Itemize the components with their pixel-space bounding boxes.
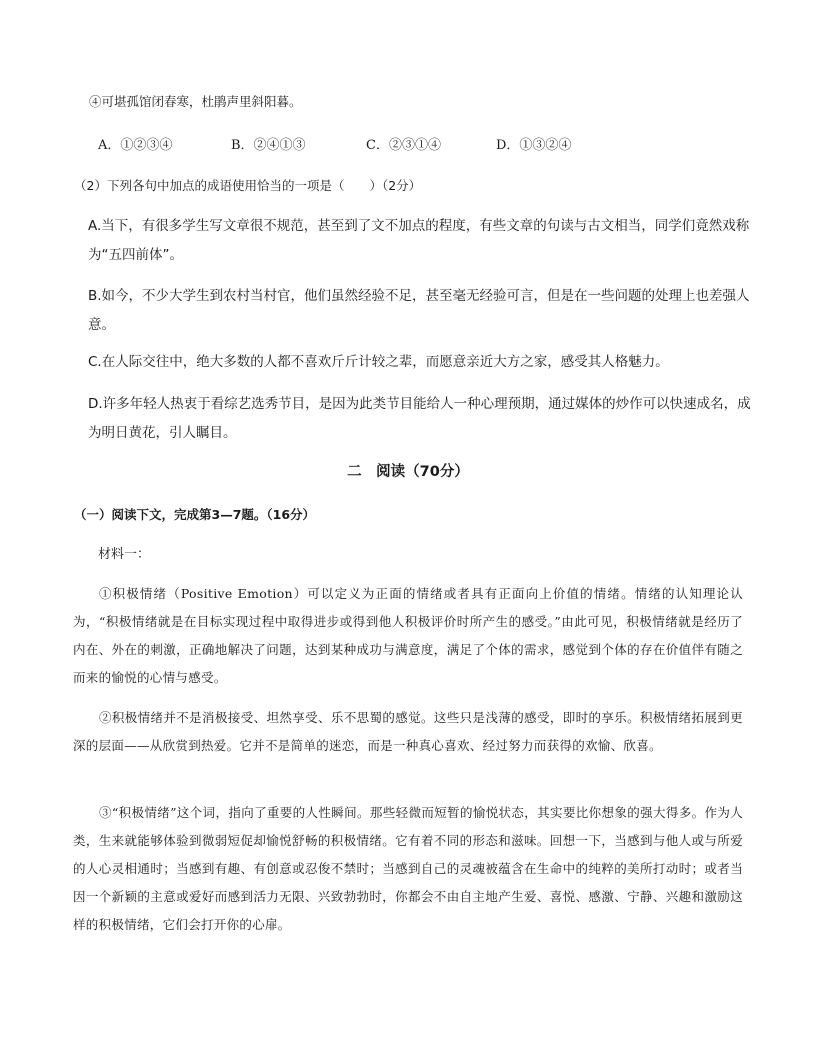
q1-option-c: C．②③①④ [366, 138, 441, 153]
section-2-title: 二 阅读（70分） [347, 464, 469, 480]
q1-option-d: D．①③②④ [496, 138, 572, 153]
material-label: 材料一： [98, 547, 151, 562]
q1-option-a: A．①②③④ [98, 138, 173, 153]
paragraph-2: ②积极情绪并不是消极接受、坦然享受、乐不思蜀的感觉。这些只是浅薄的感受，即时的享乐。积极情绪拓展到更深的层面——从欣赏到热爱。它并不是简单的迷恋，而是一种真心喜欢、经过努力而获得的欢愉、欣喜。 [73, 710, 743, 753]
subsection-heading: （一）阅读下文，完成第3—7题。（16分） [74, 507, 316, 522]
q2-option-d: D.许多年轻人热衷于看综艺选秀节目，是因为此类节目能给人一种心理预期，通过媒体的炒作可以快速成名，成为明日黄花，引人瞩目。 [88, 396, 751, 441]
paragraph-1: ①积极情绪（Positive Emotion）可以定义为正面的情绪或者具有正面向上价值的情绪。情绪的认知理论认为，“积极情绪就是在目标实现过程中取得进步或得到他人积极评价时所产生的感受。”由此可见，积极情绪就是经历了内在、外在的刺激，正确地解决了问题，达到某种成功与满意度，满足了个体的需求，感觉到个体的存在价值伴有随之而来的愉悦的心情与感受。 [73, 586, 743, 685]
poem-line-4: ④可堪孤馆闭春寒，杜鹃声里斜阳暮。 [89, 94, 302, 109]
paragraph-3: ③“积极情绪”这个词，指向了重要的人性瞬间。那些轻微而短暂的愉悦状态，其实要比你想象的强大得多。作为人类，生来就能够体验到微弱短促却愉悦舒畅的积极情绪。它有着不同的形态和滋味。回想一下，当感到与他人或与所爱的人心灵相通时；当感到有趣、有创意或忍俊不禁时；当感到自己的灵魂被蕴含在生命中的纯粹的美所打动时；或者当因一个新颖的主意或爱好而感到活力无限、兴致勃勃时，你都会不由自主地产生爱、喜悦、感激、宁静、兴趣和激励这样的积极情绪，它们会打开你的心扉。 [73, 805, 743, 932]
question-2: （2）下列各句中加点的成语使用恰当的一项是（ ）（2分） [74, 178, 422, 193]
q2-option-a: A.当下，有很多学生写文章很不规范，甚至到了文不加点的程度，有些文章的句读与古文相当，同学们竟然戏称为“五四前体”。 [88, 218, 750, 263]
q1-option-b: B．②④①③ [231, 138, 306, 153]
q2-option-c: C.在人际交往中，绝大多数的人都不喜欢斤斤计较之辈，而愿意亲近大方之家，感受其人格魅力。 [88, 354, 669, 370]
q2-option-b: B.如今，不少大学生到农村当村官，他们虽然经验不足，甚至毫无经验可言，但是在一些问题的处理上也差强人意。 [88, 288, 750, 333]
